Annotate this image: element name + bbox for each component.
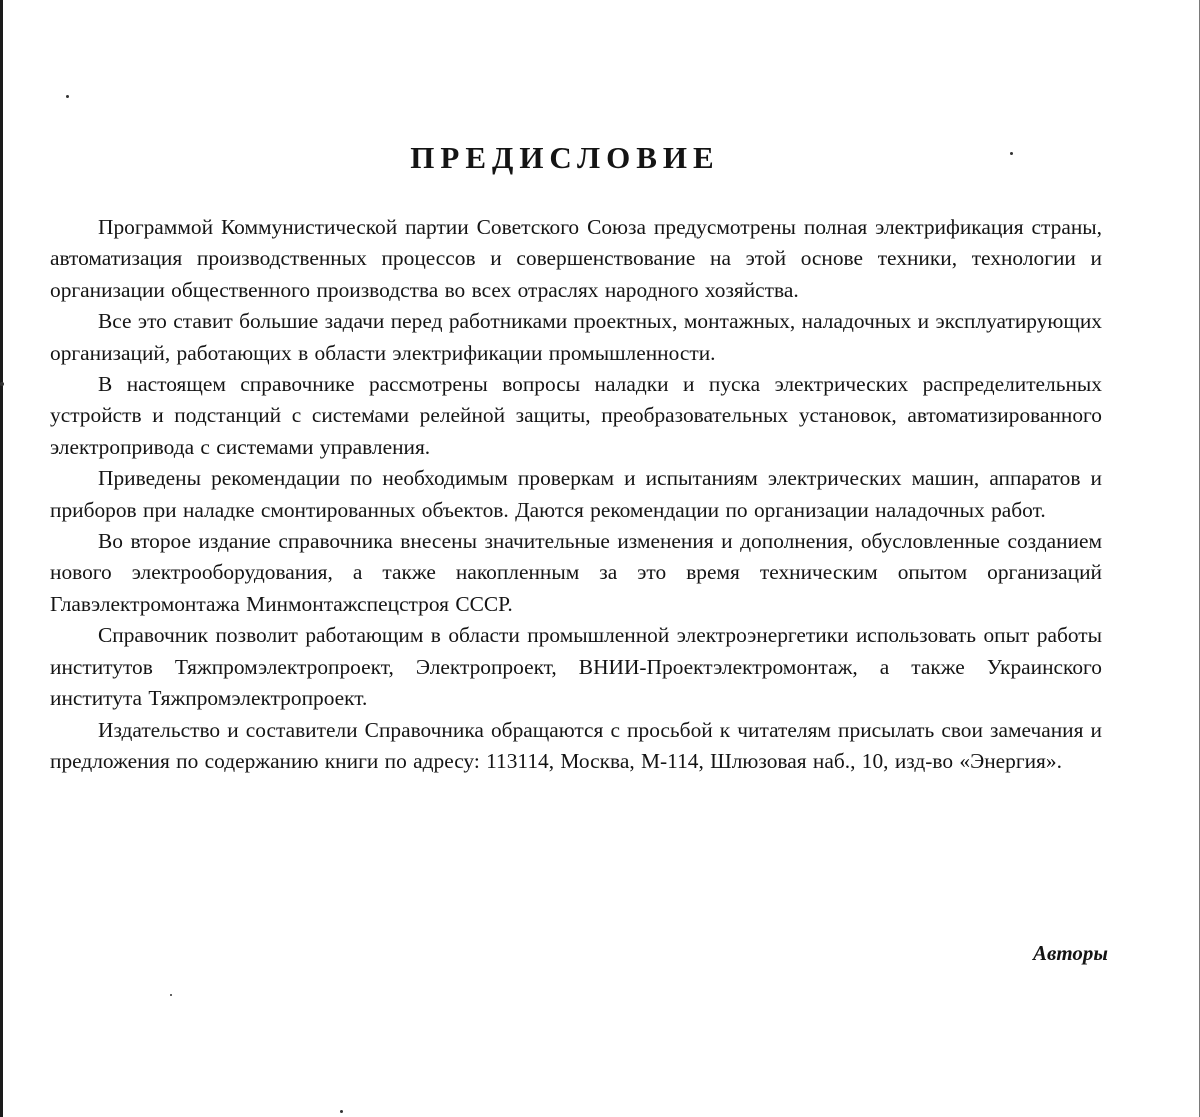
paragraph: Издательство и составители Справочника обращаются с просьбой к читателям присылать свои замечания и предложения по содержанию книги по адресу: 113114, Москва, М-114, Шлюзовая наб., 10, изд-во «Энергия». bbox=[50, 717, 1102, 773]
paragraph: Все это ставит большие задачи перед работниками проектных, монтажных, наладочных и эксплуатирующих организаций, работающих в области электрификации промышленности. bbox=[50, 309, 1102, 365]
paragraph: Справочник позволит работающим в области промышленной электроэнергетики использовать опыт работы институтов Тяжпромэлектропроект, Электропроект, ВНИИ-Проектэлектромонтаж, а также Украинского института Тяжпромэлектропроект. bbox=[50, 623, 1102, 711]
paragraph: В настоящем справочнике рассмотрены вопросы наладки и пуска электрических распределительных устройств и подстанций с системами релейной защиты, преобразовательных установок, автоматизированного электропривода с системами управления. bbox=[50, 372, 1102, 459]
scan-speck bbox=[0, 382, 4, 386]
paragraph: Приведены рекомендации по необходимым проверкам и испытаниям электрических машин, аппаратов и приборов при наладке смонтированных объектов. Даются рекомендации по организации наладочных работ. bbox=[50, 466, 1102, 522]
page-title: ПРЕДИСЛОВИЕ bbox=[410, 140, 720, 175]
body-text bbox=[50, 212, 1102, 777]
signature: Авторы bbox=[1032, 941, 1108, 965]
paragraph: Во второе издание справочника внесены значительные изменения и дополнения, обусловленные созданием нового электрооборудования, а также накопленным за это время техническим опытом организаций Главэлектромонтажа Минмонтажспецстроя СССР. bbox=[50, 529, 1102, 616]
paragraph: Программой Коммунистической партии Советского Союза предусмотрены полная электрификация страны, автоматизация производственных процессов и совершенствование на этой основе техники, технологии и организации общественного производства во всех отраслях народного хозяйства. bbox=[50, 215, 1102, 302]
scan-speck bbox=[66, 95, 69, 98]
scan-speck bbox=[170, 994, 172, 996]
scan-speck bbox=[340, 1110, 343, 1113]
